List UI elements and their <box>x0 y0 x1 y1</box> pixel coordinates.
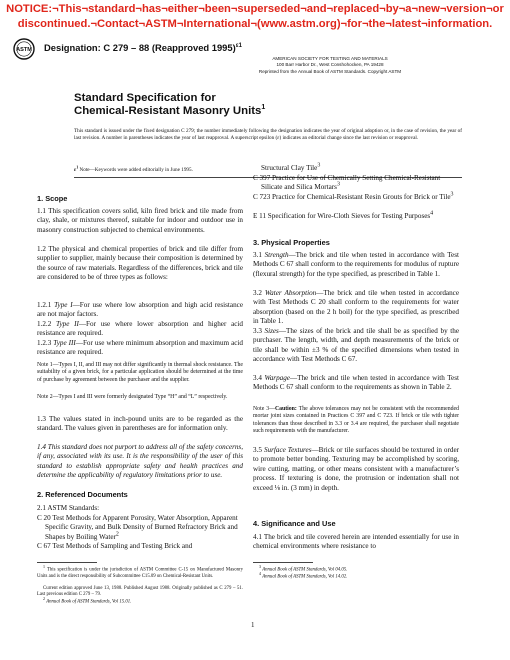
publisher-name: AMERICAN SOCIETY FOR TESTING AND MATERIALS <box>272 56 388 61</box>
epsilon-mark: ε <box>74 167 77 173</box>
note-3: Note 3—Caution: The above tolerances may not be consistent with the recommended mortar joint sizes contained in Practices C 397 and C 723. If brick or tile with tighter tolerances than those described in 3.3 or 3.4 are required, the purchaser shall negotiate such requirements with the manufacturer. <box>253 406 459 434</box>
designation-text: Designation: C 279 – 88 (Reapproved 1995) <box>44 42 236 53</box>
footnote-4: $^4$ Annual Book of ASTM Standards, Vol 14.02. <box>259 571 348 580</box>
footnote-2: $^2$ Annual Book of ASTM Standards, Vol 15.01. <box>43 596 132 605</box>
footnote-divider <box>253 562 313 563</box>
footnote-1: $^1$ This specification is under the jurisdiction of ASTM Committee C-15 on Manufactured Masonry Units and is the direct responsibility of Subcommittee C15.09 on Chemical-Resistant Units. <box>37 564 243 579</box>
svg-text:ASTM: ASTM <box>16 47 32 54</box>
footnote-1-edition: Current edition approved June 13, 1988. Published August 1988. Originally published as C 279 – 51. Last previous edition C 279 – 79. <box>37 586 243 598</box>
paragraph-3-3: 3.3 Sizes—The sizes of the brick and tile shall be as specified by the purchaser. The length, width, and depth measurements of the brick or tile shall be within ±3 % of the specified dimensions when tested in accordance with Test Methods C 67. <box>253 327 459 364</box>
designation <box>44 42 242 53</box>
publisher-block <box>250 56 410 75</box>
paragraph-3-2: 3.2 Water Absorption—The brick and tile when tested in accordance with Test Methods C 20 shall conform to the requirements for water absorption (based on the 2 h boil) for the type specified, as prescribed in Table 1. <box>253 289 459 326</box>
notice-line-2: discontinued.¬Contact¬ASTM¬International¬(www.astm.org)¬for¬the¬latest¬information. <box>17 18 493 30</box>
title-line-2: Chemical-Resistant Masonry Units <box>74 105 262 117</box>
paragraph-3-1: 3.1 Strength—The brick and tile when tested in accordance with Test Methods C 67 shall conform to the requirements for modulus of rupture (flexural strength) for the type specified, as prescribed in Table 1. <box>253 251 459 278</box>
editorial-note <box>74 164 193 173</box>
astm-logo-icon <box>13 38 35 60</box>
document-title <box>74 92 265 118</box>
reprint-line: Reprinted from the Annual Book of ASTM Standards. Copyright ASTM <box>258 68 402 74</box>
preamble: This standard is issued under the fixed designation C 279; the number immediately following the designation indicates the year of original adoption or, in the case of revision, the year of last revision. A number in parentheses indicates the year of last reapproval. A superscript epsilon (ε) indicates an editorial change since the last revision or reapproval. <box>74 128 462 141</box>
editorial-note-text: Note—Keywords were added editorially in June 1995. <box>78 167 193 173</box>
epsilon-sup: 1 <box>76 164 79 170</box>
paragraph-3-4: 3.4 Warpage—The brick and tile when tested in accordance with Test Methods C 67 shall conform to the requirements as shown in Table 2. <box>253 374 459 392</box>
paragraph-1-1: 1.1 This specification covers solid, kiln fired brick and tile made from clay, shale, or mixtures thereof, suitable for indoor and outdoor use in masonry construction subjected to chemical environments. <box>37 207 243 234</box>
paragraph-1-2-3: 1.2.3 Type III—For use where minimum absorption and maximum acid resistance are required. <box>37 339 243 357</box>
reference-c67-continued: Structural Clay Tile$^3$ <box>261 162 321 172</box>
reference-c20: C 20 Test Methods for Apparent Porosity, Water Absorption, Apparent Specific Gravity, and Bulk Density of Burned Refractory Brick and Shapes by Boiling Water$^2$ <box>37 514 238 541</box>
designation-superscript: ε1 <box>235 42 242 49</box>
paragraph-4-1: 4.1 The brick and tile covered herein are intended essentially for use in chemical environments where resistance to <box>253 533 459 551</box>
paragraph-1-2-2: 1.2.2 Type II—For use where lower absorption and higher acid resistance are required. <box>37 320 243 338</box>
note-2: Note 2—Types I and III were formerly designated Type “H” and “L” respectively. <box>37 394 228 400</box>
title-footnote-mark: 1 <box>261 104 266 112</box>
reference-c723: C 723 Practice for Chemical-Resistant Resin Grouts for Brick or Tile$^3$ <box>253 191 454 201</box>
title-line-1: Standard Specification for <box>74 92 216 104</box>
superseded-notice <box>0 2 510 32</box>
section-heading-physical-properties: 3. Physical Properties <box>253 238 330 247</box>
reference-e11: E 11 Specification for Wire-Cloth Sieves for Testing Purposes$^4$ <box>253 210 434 220</box>
section-heading-scope: 1. Scope <box>37 194 68 203</box>
note-1: Note 1—Types I, II, and III may not differ significantly in thermal shock resistance. The suitability of a given brick, for a particular application should be determined at the time of purchase by agreement between the purchaser and the supplier. <box>37 362 243 383</box>
section-heading-significance-and-use: 4. Significance and Use <box>253 519 336 528</box>
paragraph-1-4: 1.4 This standard does not purport to address all of the safety concerns, if any, associated with its use. It is the responsibility of the user of this standard to establish appropriate safety and health practices and determine the applicability of regulatory limitations prior to use. <box>37 443 243 480</box>
reference-c397: C 397 Practice for Use of Chemically Setting Chemical-Resistant Silicate and Silica Mortars$^3$ <box>253 174 441 192</box>
section-heading-referenced-documents: 2. Referenced Documents <box>37 490 128 499</box>
paragraph-3-5: 3.5 Surface Textures—Brick or tile surfaces should be textured in order to promote better bonding. Texturing may be accomplished by scoring, wire cutting, matting, or other means consistent with a manufacturer’s process. If texturing is done, the protrusion or indentation shall not exceed ⅛ in. (3 mm) in depth. <box>253 446 459 492</box>
paragraph-1-2-1: 1.2.1 Type I—For use where low absorption and high acid resistance are not major factors. <box>37 301 243 319</box>
paragraph-1-2: 1.2 The physical and chemical properties of brick and tile differ from supplier to supplier, mainly because their composition is determined by the source of raw materials. Regardless of the differences, brick and tile are considered to be of three types as follows: <box>37 245 243 282</box>
footnote-3: $^3$ Annual Book of ASTM Standards, Vol 04.05. <box>259 564 348 573</box>
page-number: 1 <box>251 621 255 629</box>
reference-c67: C 67 Test Methods of Sampling and Testing Brick and <box>37 542 193 550</box>
paragraph-1-3: 1.3 The values stated in inch-pound units are to be regarded as the standard. The values given in parentheses are for information only. <box>37 415 243 433</box>
footnote-divider <box>37 562 97 563</box>
notice-line-1: NOTICE:¬This¬standard¬has¬either¬been¬superseded¬and¬replaced¬by¬a¬new¬version¬or <box>6 3 504 15</box>
paragraph-2-1: 2.1 ASTM Standards: <box>37 504 100 512</box>
publisher-address: 100 Barr Harbor Dr., West Conshohocken, PA 19428 <box>276 62 384 68</box>
